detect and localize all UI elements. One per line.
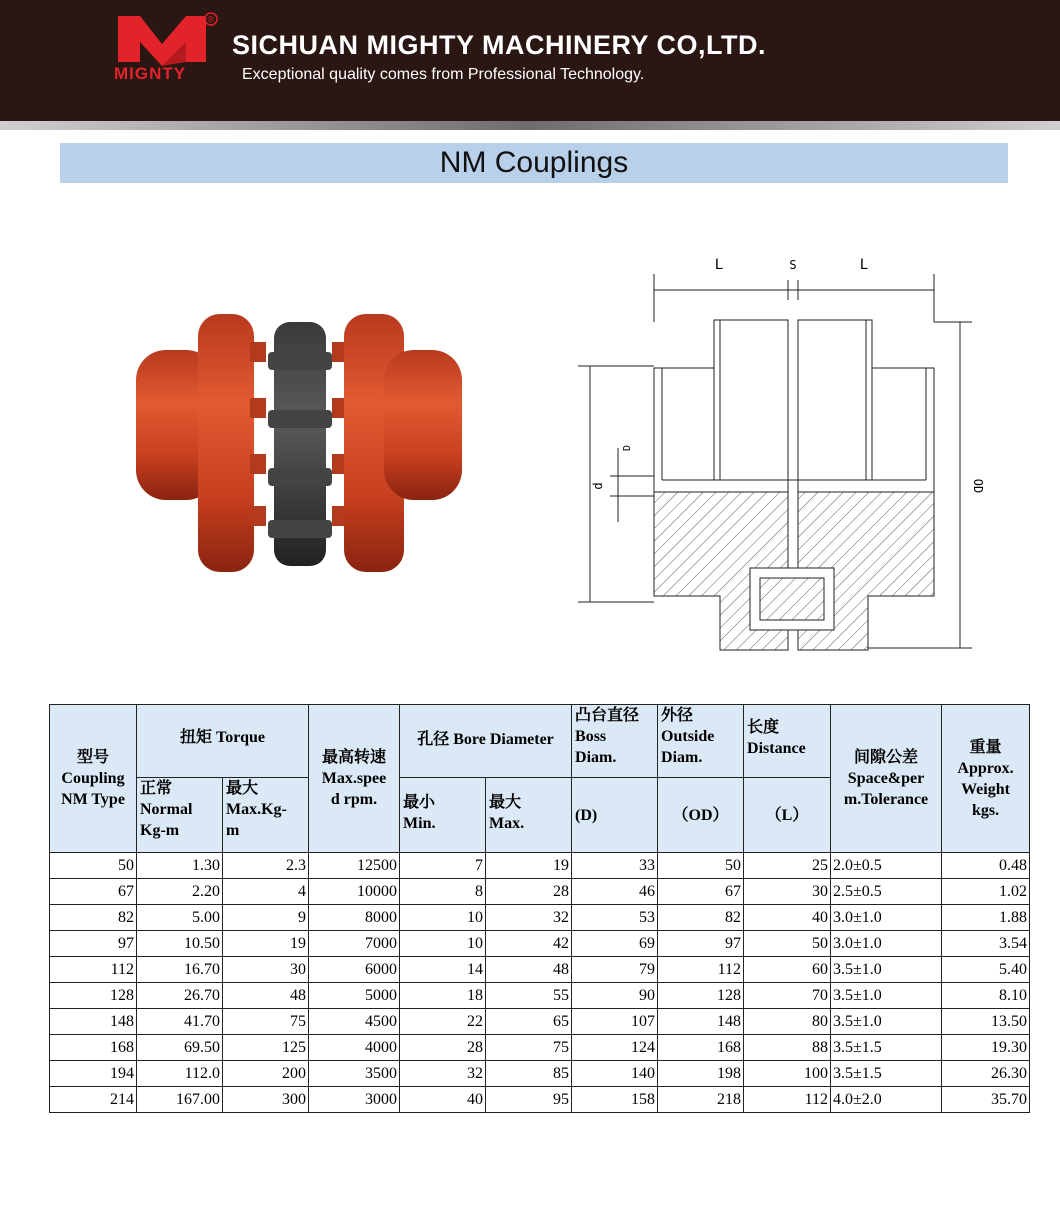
- table-cell: 14: [400, 957, 486, 983]
- table-cell: 3.5±1.0: [831, 957, 942, 983]
- table-cell: 69.50: [137, 1035, 223, 1061]
- table-cell: 1.30: [137, 853, 223, 879]
- table-body: [50, 853, 1030, 1113]
- table-cell: 22: [400, 1009, 486, 1035]
- header-normal: 正常 Normal Kg-m: [137, 778, 223, 853]
- coupling-dimension-drawing: [574, 252, 985, 662]
- table-cell: 50: [658, 853, 744, 879]
- table-row: [50, 957, 1030, 983]
- table-cell: 218: [658, 1087, 744, 1113]
- table-cell: 97: [50, 931, 137, 957]
- table-cell: 50: [50, 853, 137, 879]
- table-row: [50, 853, 1030, 879]
- table-cell: 5000: [309, 983, 400, 1009]
- table-cell: 80: [744, 1009, 831, 1035]
- table-cell: 48: [223, 983, 309, 1009]
- coupling-photo: [122, 270, 470, 575]
- table-cell: 1.02: [942, 879, 1030, 905]
- table-cell: 8.10: [942, 983, 1030, 1009]
- table-cell: 10: [400, 905, 486, 931]
- header-type: 型号 Coupling NM Type: [50, 705, 137, 853]
- table-cell: 18: [400, 983, 486, 1009]
- table-cell: 13.50: [942, 1009, 1030, 1035]
- header-od: 外径 Outside Diam.: [658, 705, 744, 778]
- table-cell: 4000: [309, 1035, 400, 1061]
- table-cell: 2.0±0.5: [831, 853, 942, 879]
- specification-table: [49, 704, 1030, 1113]
- table-cell: 107: [572, 1009, 658, 1035]
- header-speed: 最高转速 Max.spee d rpm.: [309, 705, 400, 853]
- table-cell: 35.70: [942, 1087, 1030, 1113]
- header-length-symbol: （L）: [744, 778, 831, 853]
- table-cell: 10.50: [137, 931, 223, 957]
- table-cell: 3500: [309, 1061, 400, 1087]
- table-cell: 90: [572, 983, 658, 1009]
- table-cell: 112: [744, 1087, 831, 1113]
- header-gap: 间隙公差 Space&per m.Tolerance: [831, 705, 942, 853]
- table-cell: 19: [223, 931, 309, 957]
- table-cell: 42: [486, 931, 572, 957]
- table-cell: 0.48: [942, 853, 1030, 879]
- header-weight: 重量 Approx. Weight kgs.: [942, 705, 1030, 853]
- table-cell: 19.30: [942, 1035, 1030, 1061]
- table-cell: 79: [572, 957, 658, 983]
- company-slogan: Exceptional quality comes from Professional Technology.: [242, 66, 645, 83]
- table-cell: 8000: [309, 905, 400, 931]
- table-cell: 7000: [309, 931, 400, 957]
- table-cell: 10: [400, 931, 486, 957]
- table-cell: 148: [50, 1009, 137, 1035]
- header-od-symbol: （OD）: [658, 778, 744, 853]
- table-cell: 50: [744, 931, 831, 957]
- table-cell: 25: [744, 853, 831, 879]
- table-cell: 55: [486, 983, 572, 1009]
- table-cell: 1.88: [942, 905, 1030, 931]
- title-band: [60, 143, 1008, 183]
- table-cell: 5.00: [137, 905, 223, 931]
- header-max-bore: 最大 Max.: [486, 778, 572, 853]
- table-cell: 112: [658, 957, 744, 983]
- table-cell: 75: [486, 1035, 572, 1061]
- table-cell: 4500: [309, 1009, 400, 1035]
- table-cell: 32: [486, 905, 572, 931]
- table-cell: 2.20: [137, 879, 223, 905]
- header-boss-symbol: (D): [572, 778, 658, 853]
- table-cell: 168: [50, 1035, 137, 1061]
- table-cell: 10000: [309, 879, 400, 905]
- table-cell: 3.5±1.5: [831, 1035, 942, 1061]
- table-cell: 167.00: [137, 1087, 223, 1113]
- table-cell: 26.70: [137, 983, 223, 1009]
- table-cell: 30: [223, 957, 309, 983]
- table-cell: 100: [744, 1061, 831, 1087]
- table-cell: 128: [658, 983, 744, 1009]
- table-cell: 97: [658, 931, 744, 957]
- table-cell: 4.0±2.0: [831, 1087, 942, 1113]
- table-cell: 67: [658, 879, 744, 905]
- table-cell: 3.5±1.0: [831, 1009, 942, 1035]
- table-cell: 40: [744, 905, 831, 931]
- table-cell: 140: [572, 1061, 658, 1087]
- table-cell: 12500: [309, 853, 400, 879]
- table-cell: 28: [400, 1035, 486, 1061]
- table-cell: 26.30: [942, 1061, 1030, 1087]
- table-cell: 124: [572, 1035, 658, 1061]
- table-cell: 214: [50, 1087, 137, 1113]
- table-cell: 7: [400, 853, 486, 879]
- table-row: [50, 1087, 1030, 1113]
- header-length: 长度 Distance: [744, 705, 831, 778]
- page-title: NM Couplings: [439, 146, 629, 179]
- table-cell: 41.70: [137, 1009, 223, 1035]
- table-cell: 3.54: [942, 931, 1030, 957]
- table-cell: 19: [486, 853, 572, 879]
- table-cell: 300: [223, 1087, 309, 1113]
- table-cell: 3000: [309, 1087, 400, 1113]
- table-cell: 53: [572, 905, 658, 931]
- dim-l-right: L: [859, 257, 869, 273]
- table-row: [50, 879, 1030, 905]
- table-row: [50, 1009, 1030, 1035]
- table-cell: 95: [486, 1087, 572, 1113]
- dim-l-left: L: [714, 257, 724, 273]
- table-cell: 200: [223, 1061, 309, 1087]
- table-cell: 3.5±1.5: [831, 1061, 942, 1087]
- table-cell: 128: [50, 983, 137, 1009]
- table-cell: 30: [744, 879, 831, 905]
- table-row: [50, 1061, 1030, 1087]
- table-cell: 112.0: [137, 1061, 223, 1087]
- table-cell: 65: [486, 1009, 572, 1035]
- table-cell: 5.40: [942, 957, 1030, 983]
- company-name: SICHUAN MIGHTY MACHINERY CO,LTD.: [232, 30, 767, 60]
- table-cell: 4: [223, 879, 309, 905]
- table-cell: 148: [658, 1009, 744, 1035]
- table-cell: 3.5±1.0: [831, 983, 942, 1009]
- table-row: [50, 1035, 1030, 1061]
- table-cell: 9: [223, 905, 309, 931]
- header-max-torque: 最大 Max.Kg- m: [223, 778, 309, 853]
- table-cell: 33: [572, 853, 658, 879]
- table-cell: 6000: [309, 957, 400, 983]
- table-cell: 69: [572, 931, 658, 957]
- table-cell: 46: [572, 879, 658, 905]
- table-cell: 2.3: [223, 853, 309, 879]
- table-cell: 88: [744, 1035, 831, 1061]
- table-cell: 194: [50, 1061, 137, 1087]
- table-cell: 16.70: [137, 957, 223, 983]
- header-torque: 扭矩 Torque: [137, 705, 309, 778]
- table-cell: 112: [50, 957, 137, 983]
- header-divider: [0, 121, 1060, 130]
- table-cell: 8: [400, 879, 486, 905]
- table-cell: 60: [744, 957, 831, 983]
- table-cell: 125: [223, 1035, 309, 1061]
- table-cell: 3.0±1.0: [831, 905, 942, 931]
- header-min-bore: 最小 Min.: [400, 778, 486, 853]
- table-cell: 85: [486, 1061, 572, 1087]
- table-cell: 40: [400, 1087, 486, 1113]
- table-cell: 82: [50, 905, 137, 931]
- table-row: [50, 983, 1030, 1009]
- header-bore: 孔径 Bore Diameter: [400, 705, 572, 778]
- table-cell: 198: [658, 1061, 744, 1087]
- table-cell: 28: [486, 879, 572, 905]
- table-row: [50, 931, 1030, 957]
- table-cell: 82: [658, 905, 744, 931]
- table-cell: 70: [744, 983, 831, 1009]
- dim-d-bore: d: [591, 482, 605, 490]
- dim-od: OD: [971, 478, 985, 494]
- table-cell: 2.5±0.5: [831, 879, 942, 905]
- dim-d-boss: D: [622, 444, 633, 452]
- table-cell: 32: [400, 1061, 486, 1087]
- table-cell: 48: [486, 957, 572, 983]
- dim-s: S: [789, 258, 797, 272]
- table-row: [50, 905, 1030, 931]
- registered-mark: ®: [207, 14, 215, 25]
- table-cell: 3.0±1.0: [831, 931, 942, 957]
- brand-wordmark: MIGNTY: [114, 64, 187, 83]
- table-cell: 67: [50, 879, 137, 905]
- header-boss: 凸台直径 Boss Diam.: [572, 705, 658, 778]
- table-cell: 168: [658, 1035, 744, 1061]
- table-cell: 75: [223, 1009, 309, 1035]
- table-cell: 158: [572, 1087, 658, 1113]
